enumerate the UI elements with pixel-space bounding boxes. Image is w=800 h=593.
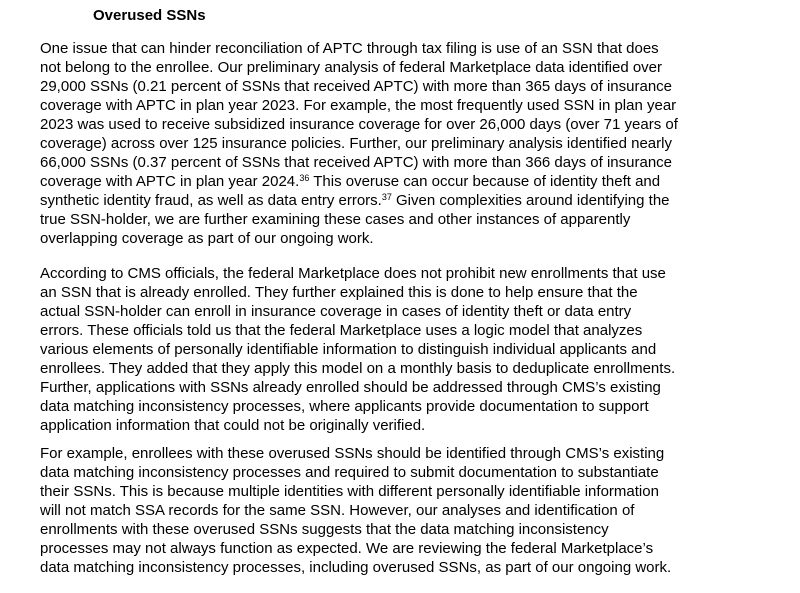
line-text: coverage with APTC in plan year 2024. — [40, 173, 300, 190]
paragraph-line: 66,000 SSNs (0.37 percent of SSNs that received APTC) with more than 366 days of insurance — [40, 154, 672, 171]
paragraph-line — [40, 192, 670, 210]
paragraph-line: 2023 was used to receive subsidized insurance coverage for over 26,000 days (over 71 years of — [40, 116, 678, 133]
paragraph-line: enrollees. They added that they apply this model on a monthly basis to deduplicate enrollments. — [40, 360, 676, 377]
paragraph-line: coverage with APTC in plan year 2023. For example, the most frequently used SSN in plan year — [40, 97, 677, 114]
footnote-ref-37[interactable]: 37 — [381, 192, 392, 202]
paragraph-line: coverage) across over 125 insurance policies. Further, our preliminary analysis identified nearly — [40, 135, 672, 152]
paragraph-line: data matching inconsistency processes and required to submit documentation to substantiate — [40, 464, 659, 481]
paragraph-line: their SSNs. This is because multiple identities with different personally identifiable information — [40, 483, 659, 500]
section-heading: Overused SSNs — [93, 7, 206, 24]
paragraph-line: According to CMS officials, the federal Marketplace does not prohibit new enrollments that use — [40, 265, 666, 282]
paragraph-line: an SSN that is already enrolled. They further explained this is done to help ensure that the — [40, 284, 638, 301]
paragraph-line: For example, enrollees with these overused SSNs should be identified through CMS’s existing — [40, 445, 665, 462]
paragraph-line: various elements of personally identifiable information to distinguish individual applicants and — [40, 341, 657, 358]
line-text: Given complexities around identifying the — [391, 192, 670, 209]
paragraph-line: true SSN-holder, we are further examining these cases and other instances of apparently — [40, 211, 631, 228]
paragraph-line — [40, 173, 660, 191]
paragraph-line: data matching inconsistency processes, where applicants provide documentation to support — [40, 398, 649, 415]
line-text: synthetic identity fraud, as well as data entry errors. — [40, 192, 382, 209]
paragraph-line: One issue that can hinder reconciliation of APTC through tax filing is use of an SSN that does — [40, 40, 659, 57]
footnote-ref-36[interactable]: 36 — [299, 173, 310, 183]
paragraph-line: errors. These officials told us that the federal Marketplace uses a logic model that analyzes — [40, 322, 643, 339]
paragraph-line: actual SSN-holder can enroll in insurance coverage in cases of identity theft or data entry — [40, 303, 632, 320]
paragraph-line: 29,000 SSNs (0.21 percent of SSNs that received APTC) with more than 365 days of insurance — [40, 78, 672, 95]
paragraph-line: not belong to the enrollee. Our preliminary analysis of federal Marketplace data identified over — [40, 59, 663, 76]
paragraph-line: application information that could not be originally verified. — [40, 417, 426, 434]
line-text: This overuse can occur because of identity theft and — [309, 173, 661, 190]
paragraph-line: processes may not always function as expected. We are reviewing the federal Marketplace’s — [40, 540, 654, 557]
paragraph-line: data matching inconsistency processes, including overused SSNs, as part of our ongoing work. — [40, 559, 672, 576]
paragraph-line: overlapping coverage as part of our ongoing work. — [40, 230, 374, 247]
paragraph-line: enrollments with these overused SSNs suggests that the data matching inconsistency — [40, 521, 609, 538]
paragraph-line: Further, applications with SSNs already enrolled should be addressed through CMS’s existing — [40, 379, 661, 396]
paragraph-line: will not match SSA records for the same SSN. However, our analyses and identification of — [40, 502, 635, 519]
